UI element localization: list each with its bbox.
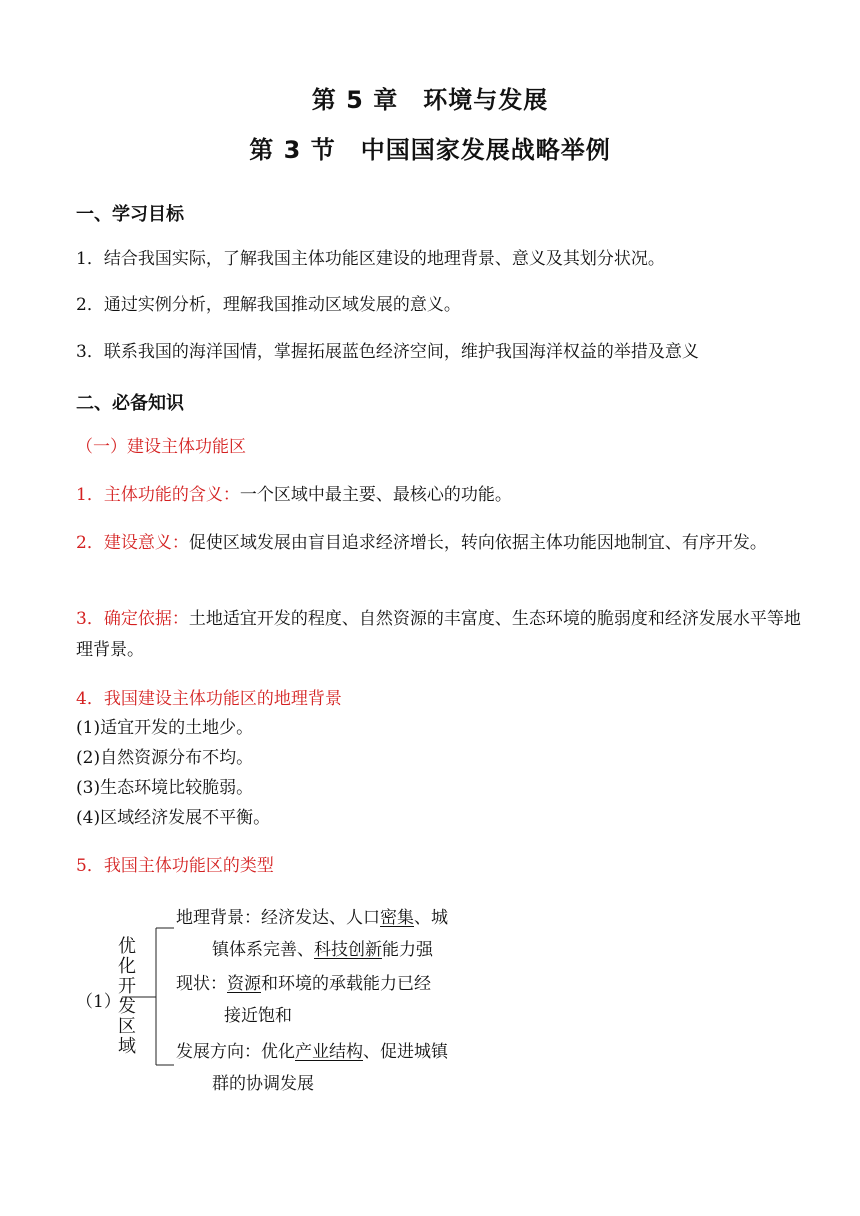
knowledge-heading: 二、必备知识: [76, 393, 184, 414]
paragraph-3-label: 3．确定依据：: [76, 609, 189, 629]
subsection-heading: （一）建设主体功能区: [76, 437, 246, 457]
diagram-line: 发展方向：优化产业结构、促进城镇: [176, 1042, 448, 1062]
background-heading: 4．我国建设主体功能区的地理背景: [76, 689, 342, 709]
diagram-line: 镇体系完善、科技创新能力强: [212, 940, 433, 960]
paragraph-3: [76, 604, 816, 666]
diagram-line: 地理背景：经济发达、人口密集、城: [176, 908, 448, 928]
diagram-index: （1）: [76, 992, 121, 1012]
paragraph-3-text: 土地适宜开发的程度、自然资源的丰富度、生态环境的脆弱度和经济发展水平等地理背景。: [76, 609, 801, 660]
background-item: (2)自然资源分布不均。: [76, 748, 254, 768]
paragraph-2-label: 2．建设意义：: [76, 533, 189, 553]
section-title: 第 3 节 中国国家发展战略举例: [249, 136, 611, 164]
goal-item: 3．联系我国的海洋国情，掌握拓展蓝色经济空间，维护我国海洋权益的举措及意义: [76, 342, 699, 362]
goal-item: 2．通过实例分析，理解我国推动区域发展的意义。: [76, 295, 461, 315]
paragraph-2: [76, 528, 816, 559]
diagram-line: 接近饱和: [224, 1006, 292, 1026]
diagram-line: 群的协调发展: [212, 1074, 314, 1094]
types-heading: 5．我国主体功能区的类型: [76, 856, 274, 876]
background-item: (3)生态环境比较脆弱。: [76, 778, 254, 798]
zone-type-diagram: [76, 895, 476, 1095]
paragraph-2-text: 促使区域发展由盲目追求经济增长，转向依据主体功能因地制宜、有序开发。: [188, 533, 767, 553]
paragraph-1-text: 一个区域中最主要、最核心的功能。: [239, 485, 512, 505]
paragraph-1: [76, 480, 816, 511]
background-item: (4)区域经济发展不平衡。: [76, 808, 271, 828]
zone-label: 优化开发区域: [118, 936, 136, 1057]
diagram-line: 现状：资源和环境的承载能力已经: [176, 974, 431, 994]
goals-heading: 一、学习目标: [76, 204, 184, 225]
background-item: (1)适宜开发的土地少。: [76, 718, 254, 738]
chapter-title: 第 5 章 环境与发展: [311, 86, 549, 114]
goal-item: 1．结合我国实际，了解我国主体功能区建设的地理背景、意义及其划分状况。: [76, 249, 665, 269]
paragraph-1-label: 1．主体功能的含义：: [76, 485, 240, 505]
